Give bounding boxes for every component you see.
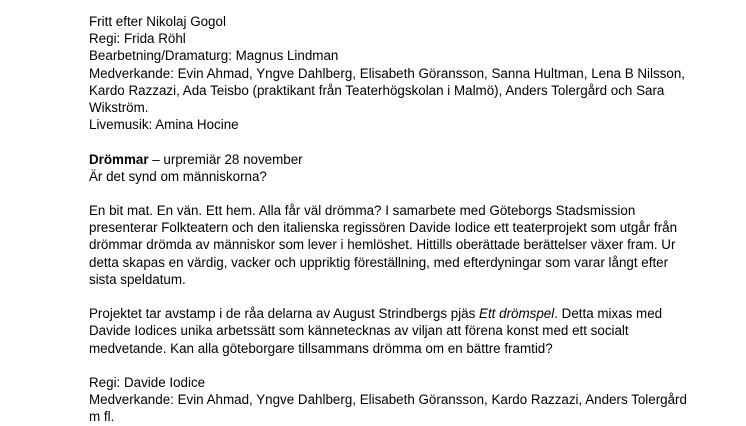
paragraph-line: detta skapas en värdig, vacker och uppriktig föreställning, med efterdyningar som varar långt efter [89, 254, 669, 270]
paragraph-line: sista speldatum. [89, 271, 186, 287]
paragraph-text: . Detta mixas med [554, 306, 663, 322]
spacer [89, 185, 649, 202]
drommar-section [89, 151, 687, 426]
cast-line: Medverkande: Evin Ahmad, Yngve Dahlberg, Elisabeth Göransson, Sanna Hultman, Lena B Nilsson, [89, 65, 685, 81]
spacer [89, 288, 649, 305]
paragraph-line [89, 305, 663, 322]
drommar-cast-line: Medverkande: Evin Ahmad, Yngve Dahlberg, Elisabeth Göransson, Kardo Razzazi, Anders Tolergård [89, 392, 687, 408]
credits-section [89, 13, 685, 133]
drommar-director-line: Regi: Davide Iodice [89, 374, 206, 390]
paragraph-project [89, 305, 663, 357]
drommar-heading [89, 151, 649, 168]
drommar-premiere: – urpremiär 28 november [148, 151, 303, 167]
paragraph-text: Projektet tar avstamp i de råa delarna av August Strindbergs pjäs [89, 306, 480, 322]
paragraph-intro [89, 202, 678, 288]
paragraph-line: medvetande. Kan alla göteborgare tillsammans drömma om en bättre framtid? [89, 340, 553, 356]
play-title: Ett drömspel [479, 306, 555, 322]
drommar-cast-line: m fl. [89, 409, 115, 425]
director-line: Regi: Frida Röhl [89, 31, 186, 47]
cast-line: Wikström. [89, 99, 149, 115]
spacer [89, 133, 649, 150]
music-line: Livemusik: Amina Hocine [89, 117, 239, 133]
drommar-title: Drömmar [89, 151, 149, 167]
paragraph-line: En bit mat. En vän. Ett hem. Alla får väl drömma? I samarbete med Göteborgs Stadsmission [89, 203, 636, 219]
paragraph-line: Davide Iodices unika arbetssätt som kännetecknas av viljan att förena konst med ett socialt [89, 323, 629, 339]
document-page [89, 13, 687, 426]
source-line: Fritt efter Nikolaj Gogol [89, 14, 226, 29]
cast-line: Kardo Razzazi, Ada Teisbo (praktikant från Teaterhögskolan i Malmö), Anders Tolergård och Sara [89, 82, 665, 98]
drommar-tagline: Är det synd om människorna? [89, 168, 267, 184]
dramaturg-line: Bearbetning/Dramaturg: Magnus Lindman [89, 48, 339, 64]
paragraph-line: drömmar drömda av människor som lever i hemlöshet. Hittills oberättade berättelser växer fram. Ur [89, 237, 676, 253]
paragraph-line: presenterar Folkteatern och den italienska regissören Davide Iodice ett teaterprojekt som utgår från [89, 220, 678, 236]
spacer [89, 357, 649, 374]
